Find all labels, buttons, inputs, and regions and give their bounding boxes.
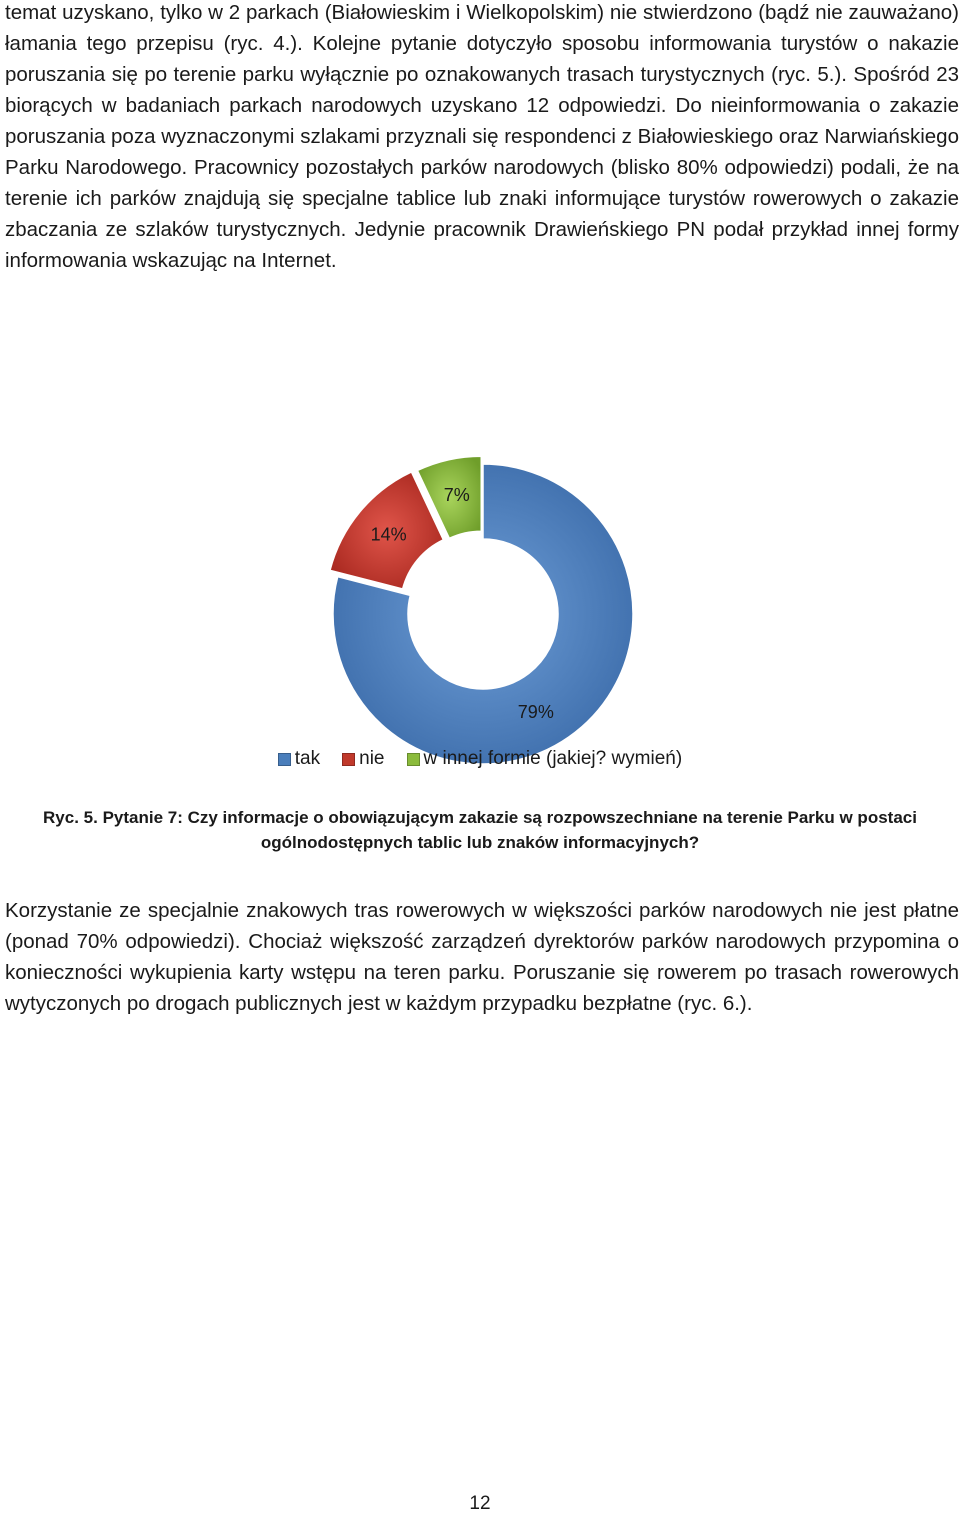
slice-label-nie: 14% bbox=[370, 524, 407, 545]
legend-label-inna-forma: w innej formie (jakiej? wymień) bbox=[423, 748, 683, 769]
legend-swatch-nie bbox=[342, 753, 355, 766]
legend-item-tak bbox=[278, 746, 320, 772]
legend-label-nie: nie bbox=[359, 748, 385, 769]
donut-chart-svg bbox=[0, 380, 960, 780]
figure-caption-line-1: Ryc. 5. Pytanie 7: Czy informacje o obowiązującym zakazie są rozpowszechniane na terenie Parku w postaci bbox=[43, 808, 917, 827]
page-number: 12 bbox=[469, 1493, 491, 1514]
slice-label-tak: 79% bbox=[517, 702, 554, 723]
donut-chart bbox=[0, 380, 960, 780]
legend-label-tak: tak bbox=[294, 748, 321, 769]
legend-item-nie bbox=[342, 746, 384, 772]
body-paragraph-fees: Korzystanie ze specjalnie znakowych tras rowerowych w większości parków narodowych nie jest płatne (ponad 70% odpowiedzi). Chociaż większość zarządzeń dyrektorów parków narodowych przypomina o konieczności wykupienia karty wstępu na teren parku. Poruszanie się rowerem po trasach rowerowych wytyczonych po drogach publicznych jest w każdym przypadku bezpłatne (ryc. 6.). bbox=[5, 899, 959, 1015]
figure-caption bbox=[0, 805, 960, 855]
slice-label-inna-forma: 7% bbox=[443, 485, 470, 506]
legend-item-inna-forma bbox=[407, 746, 683, 772]
chart-legend bbox=[0, 746, 960, 772]
body-paragraph-intro: temat uzyskano, tylko w 2 parkach (Białowieskim i Wielkopolskim) nie stwierdzono (bądź nie zauważano) łamania tego przepisu (ryc. 4.). Kolejne pytanie dotyczyło sposobu informowania turystów o nakazie poruszania się po terenie parku wyłącznie po oznakowanych trasach turystycznych (ryc. 5.). Spośród 23 biorących w badaniach parkach narodowych uzyskano 12 odpowiedzi. Do nieinformowania o zakazie poruszania poza wyznaczonymi szlakami przyznali się respondenci z Białowieskiego oraz Narwiańskiego Parku Narodowego. Pracownicy pozostałych parków narodowych (blisko 80% odpowiedzi) podali, że na terenie ich parków znajdują się specjalne tablice lub znaki informujące turystów rowerowych o zakazie zbaczania ze szlaków turystycznych. Jedynie pracownik Drawieńskiego PN podał przykład innej formy informowania wskazując na Internet. bbox=[5, 1, 959, 272]
figure-caption-line-2: ogólnodostępnych tablic lub znaków informacyjnych? bbox=[260, 833, 700, 852]
legend-swatch-inna-forma bbox=[407, 753, 420, 766]
legend-swatch-tak bbox=[278, 753, 291, 766]
